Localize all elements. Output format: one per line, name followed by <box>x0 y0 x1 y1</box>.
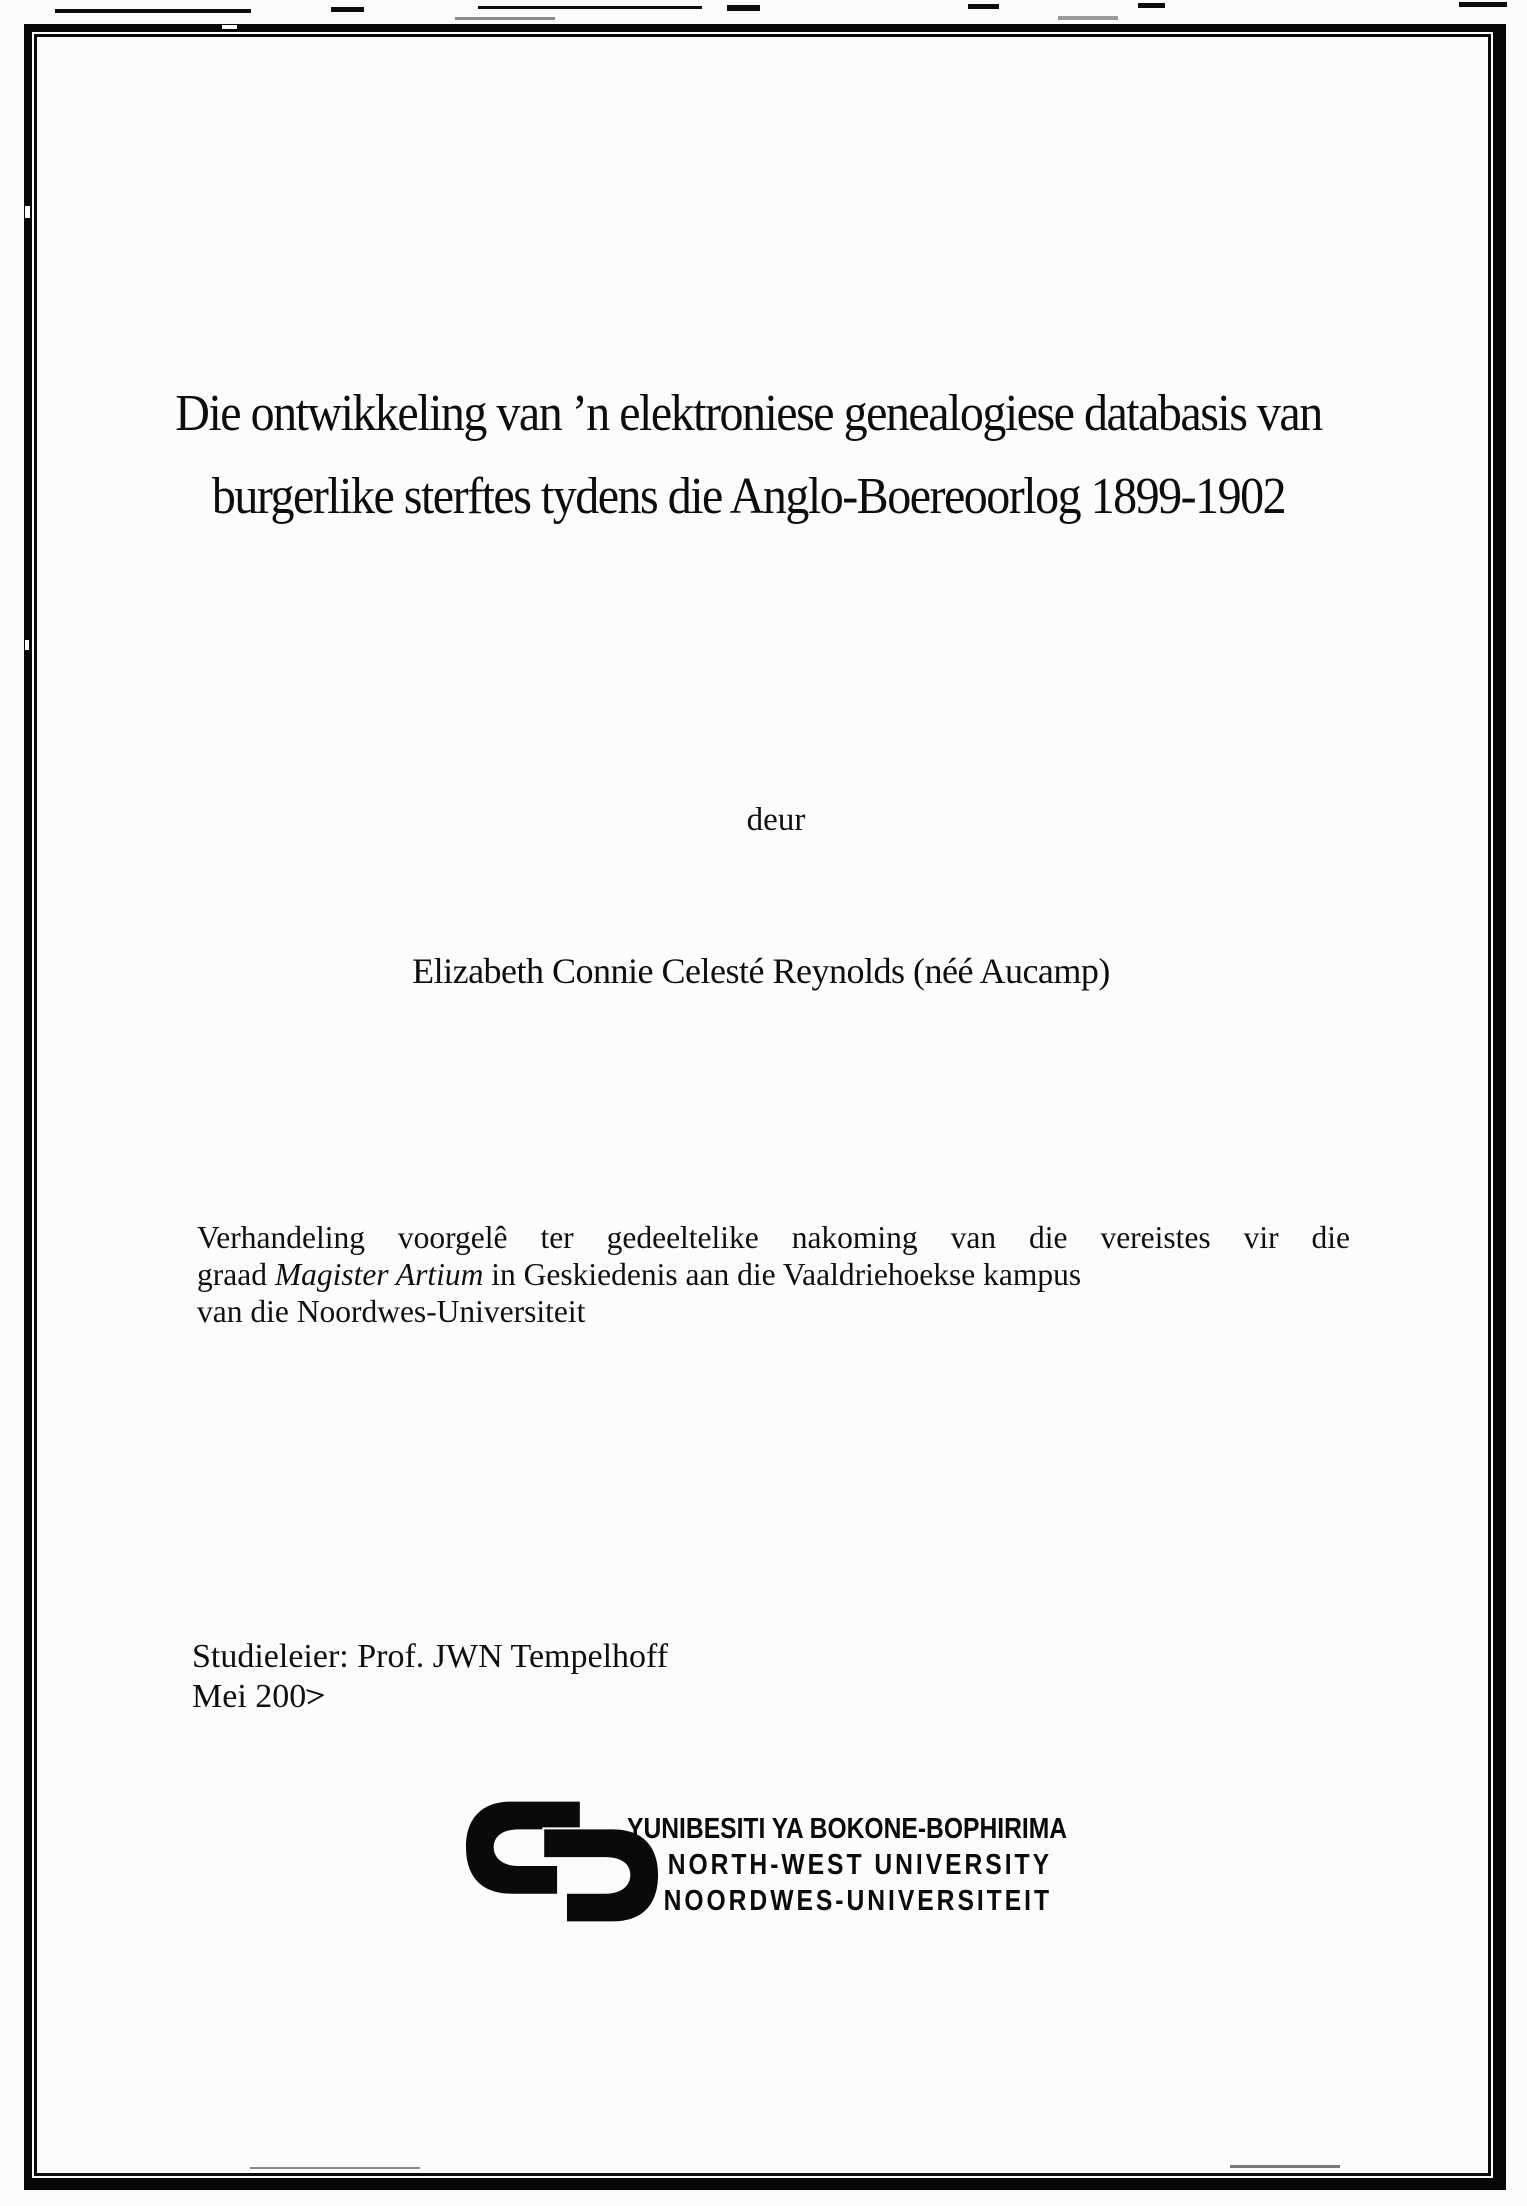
degree-suffix: in Geskiedenis aan die Vaaldriehoekse kampus <box>483 1257 1082 1292</box>
scan-artifact <box>478 6 702 9</box>
scan-artifact <box>1058 16 1118 20</box>
thesis-statement <box>197 1219 1350 1330</box>
degree-prefix: graad <box>197 1257 275 1292</box>
scan-artifact <box>1459 2 1507 7</box>
logo-text-line-2: NORTH-WEST UNIVERSITY <box>667 1849 1052 1881</box>
thesis-statement-line-3: van die Noordwes-Universiteit <box>197 1294 586 1329</box>
logo-text-line-3: NOORDWES-UNIVERSITEIT <box>663 1885 1052 1917</box>
date-line <box>192 1677 326 1717</box>
author-name: Elizabeth Connie Celesté Reynolds (néé Aucamp) <box>412 951 1110 991</box>
university-logo-text <box>627 1811 1068 1919</box>
byline: deur <box>746 802 806 838</box>
border-nick <box>25 206 30 218</box>
thesis-statement-line-2 <box>197 1256 1350 1293</box>
border-nick <box>25 640 29 650</box>
degree-name: Magister Artium <box>274 1257 484 1292</box>
thesis-title <box>80 372 1417 539</box>
thesis-title-line-1: Die ontwikkeling van ’n elektroniese genealogiese databasis van <box>175 384 1322 442</box>
date-text: Mei 200 <box>192 1678 307 1715</box>
scan-artifact <box>968 4 999 9</box>
scan-artifact <box>727 5 760 11</box>
date-seven-glyph: > <box>304 1678 328 1715</box>
thesis-title-line-2: burgerlike sterftes tydens die Anglo-Boereoorlog 1899-1902 <box>211 468 1286 526</box>
scan-artifact <box>55 9 251 13</box>
border-nick <box>222 25 237 29</box>
scan-artifact <box>1138 3 1165 8</box>
thesis-statement-line-1: Verhandeling voorgelê ter gedeeltelike nakoming van die vereistes vir die <box>197 1220 1350 1255</box>
logo-text-line-1: YUNIBESITI YA BOKONE-BOPHIRIMA <box>627 1813 1068 1845</box>
scan-artifact <box>331 7 364 12</box>
scan-artifact <box>455 17 555 20</box>
supervisor-line: Studieleier: Prof. JWN Tempelhoff <box>192 1638 669 1675</box>
